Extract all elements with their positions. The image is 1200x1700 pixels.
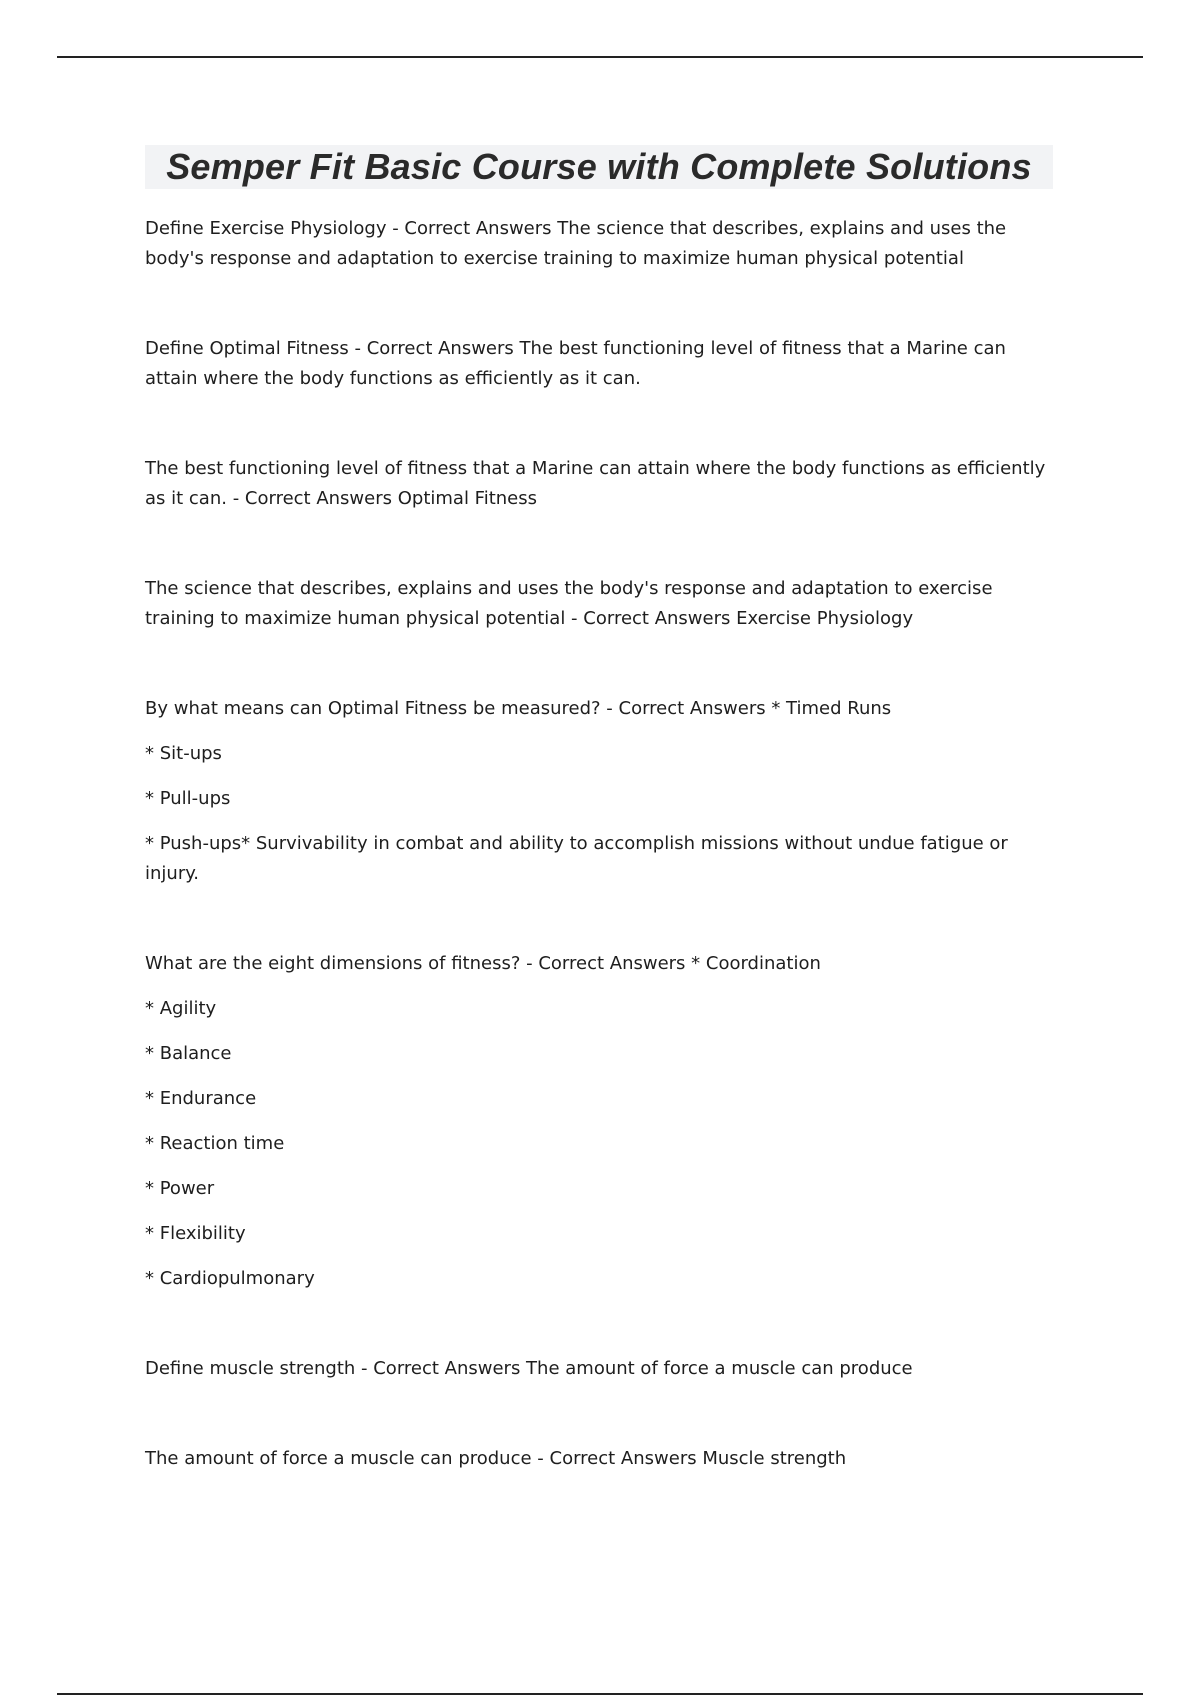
list-item: * Sit-ups bbox=[145, 743, 222, 764]
list-item: * Pull-ups bbox=[145, 788, 231, 809]
qa-entry-muscle-strength: Define muscle strength - Correct Answers The amount of force a muscle can produce bbox=[145, 1358, 913, 1379]
list-item: * Reaction time bbox=[145, 1133, 285, 1154]
qa-entry-muscle-strength-reverse: The amount of force a muscle can produce - Correct Answers Muscle strength bbox=[145, 1448, 847, 1469]
qa-entry-optimal-fitness-reverse: The best functioning level of fitness that a Marine can attain where the body functions as efficiently as it can. - Correct Answers Optimal Fitness bbox=[145, 458, 1046, 509]
bottom-rule bbox=[57, 1693, 1143, 1695]
qa-entry-measure-fitness bbox=[145, 694, 1060, 889]
top-rule bbox=[57, 56, 1143, 58]
qa-entry-eight-dimensions bbox=[145, 949, 1060, 1294]
qa-question-eight-dimensions: What are the eight dimensions of fitness? - Correct Answers * Coordination bbox=[145, 953, 821, 974]
list-item: * Agility bbox=[145, 998, 217, 1019]
list-item: * Balance bbox=[145, 1043, 232, 1064]
qa-entry-exercise-physiology-reverse: The science that describes, explains and uses the body's response and adaptation to exercise training to maximize human physical potential - Correct Answers Exercise Physiology bbox=[145, 578, 993, 629]
list-item: * Flexibility bbox=[145, 1223, 246, 1244]
page-title: Semper Fit Basic Course with Complete Solutions bbox=[166, 146, 1032, 187]
document-body bbox=[145, 214, 1060, 1474]
list-item: * Endurance bbox=[145, 1088, 257, 1109]
qa-entry-exercise-physiology: Define Exercise Physiology - Correct Answers The science that describes, explains and uses the body's response and adaptation to exercise training to maximize human physical potential bbox=[145, 218, 1007, 269]
qa-entry-optimal-fitness: Define Optimal Fitness - Correct Answers The best functioning level of fitness that a Marine can attain where the body functions as efficiently as it can. bbox=[145, 338, 1006, 389]
list-item: * Cardiopulmonary bbox=[145, 1268, 315, 1289]
qa-question-measure-fitness: By what means can Optimal Fitness be measured? - Correct Answers * Timed Runs bbox=[145, 698, 892, 719]
title-banner bbox=[145, 145, 1053, 189]
list-item: * Push-ups* Survivability in combat and ability to accomplish missions without undue fatigue or injury. bbox=[145, 833, 1008, 884]
list-item: * Power bbox=[145, 1178, 215, 1199]
